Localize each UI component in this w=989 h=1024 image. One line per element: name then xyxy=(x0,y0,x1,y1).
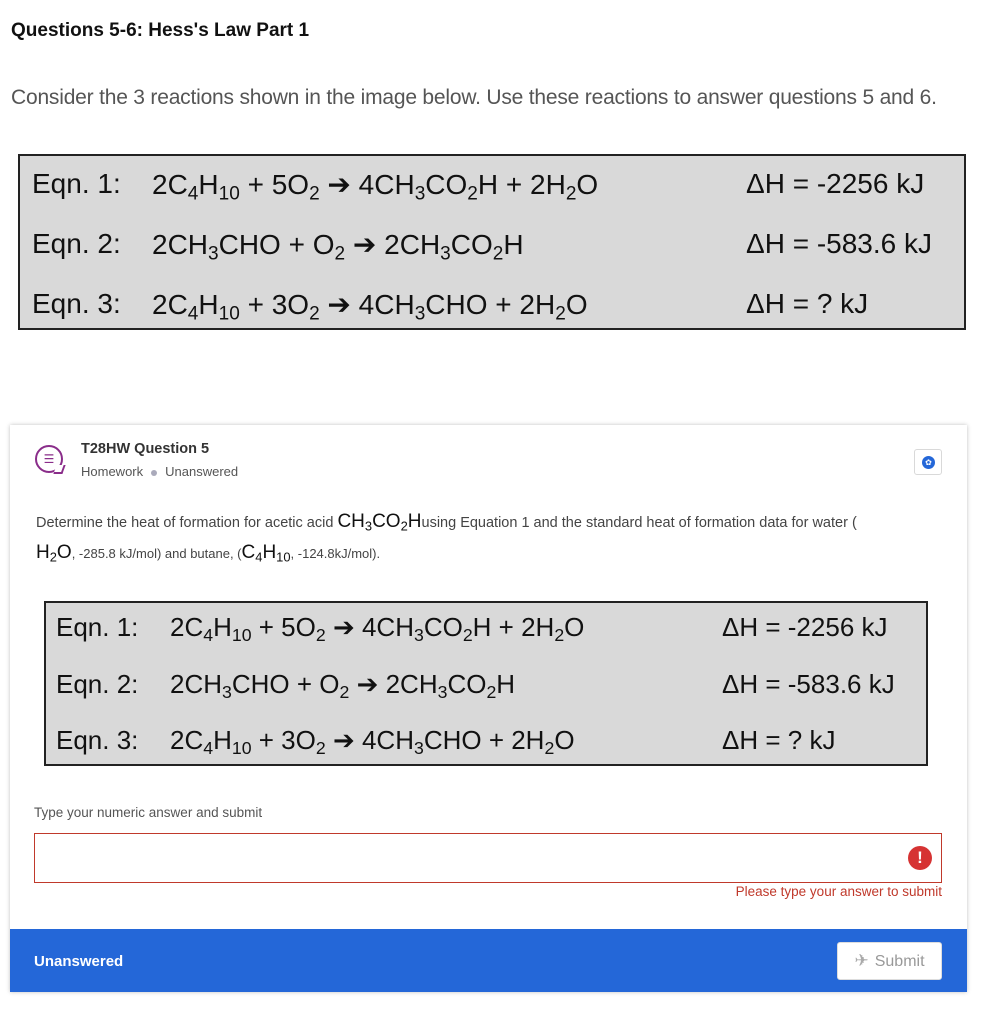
reaction: $2CH_3CHO + O_2$ ➔ $2CH_3CO_2H$ xyxy=(170,669,516,702)
answer-input[interactable] xyxy=(34,833,942,883)
equation-label: Eqn. 1: xyxy=(56,612,139,642)
equations-image xyxy=(44,601,928,766)
answer-label: Type your numeric answer and submit xyxy=(34,805,263,820)
formula-butane: $C_4H_{10}$ xyxy=(241,542,291,565)
question-prompt xyxy=(36,507,936,569)
intro-text: Consider the 3 reactions shown in the image below. Use these reactions to answer questions 5 and 6. xyxy=(11,86,937,109)
question-title: T28HW Question 5 xyxy=(81,441,210,457)
prompt-text: using Equation 1 and the standard heat of formation data for water ( xyxy=(421,515,857,531)
question-type: Homework xyxy=(81,464,144,479)
equation-label: Eqn. 2: xyxy=(32,228,121,259)
enthalpy: ΔH = -583.6 kJ xyxy=(722,669,895,699)
separator-dot xyxy=(151,470,157,476)
question-card xyxy=(10,425,967,992)
question-status: Unanswered xyxy=(165,464,239,479)
submit-button[interactable] xyxy=(837,942,942,980)
enthalpy: ΔH = -2256 kJ xyxy=(746,168,925,199)
enthalpy: ΔH = -583.6 kJ xyxy=(746,228,933,259)
formula-water: $H_2O$ xyxy=(36,542,72,565)
equations-image xyxy=(18,154,966,330)
reaction: $2C_4H_{10} + 3O_2$ ➔ $4CH_3CHO + 2H_2O$ xyxy=(170,725,575,758)
enthalpy: ΔH = ? kJ xyxy=(746,288,869,319)
error-message: Please type your answer to submit xyxy=(735,884,942,899)
section-title: Questions 5-6: Hess's Law Part 1 xyxy=(11,20,310,41)
flag-button[interactable] xyxy=(914,449,942,475)
formula-acetic-acid: $CH_3CO_2H$ xyxy=(337,511,422,534)
prompt-text: , -124.8kJ/mol). xyxy=(290,546,381,561)
reaction: $2CH_3CHO + O_2$ ➔ $2CH_3CO_2H$ xyxy=(152,229,524,265)
paper-plane-icon: ✈ xyxy=(854,951,869,970)
prompt-text: Determine the heat of formation for acetic acid xyxy=(36,515,338,531)
enthalpy: ΔH = -2256 kJ xyxy=(722,612,888,642)
reaction: $2C_4H_{10} + 5O_2$ ➔ $4CH_3CO_2H + 2H_2O$ xyxy=(170,612,585,645)
equation-label: Eqn. 2: xyxy=(56,669,139,699)
question-chat-icon: ☰ xyxy=(35,445,63,473)
footer-status: Unanswered xyxy=(34,953,124,970)
flag-icon: ✿ xyxy=(922,456,935,469)
submit-label: Submit xyxy=(874,953,925,970)
equation-label: Eqn. 1: xyxy=(32,168,121,199)
reaction: $2C_4H_{10} + 5O_2$ ➔ $4CH_3CO_2H + 2H_2O$ xyxy=(152,169,599,205)
equation-label: Eqn. 3: xyxy=(56,725,139,755)
equation-label: Eqn. 3: xyxy=(32,288,121,319)
reaction: $2C_4H_{10} + 3O_2$ ➔ $4CH_3CHO + 2H_2O$ xyxy=(152,289,588,325)
enthalpy: ΔH = ? kJ xyxy=(722,725,836,755)
question-footer xyxy=(10,929,967,992)
prompt-text: , -285.8 kJ/mol) and butane, ( xyxy=(71,546,242,561)
question-meta xyxy=(81,464,238,479)
error-icon: ! xyxy=(908,846,932,870)
